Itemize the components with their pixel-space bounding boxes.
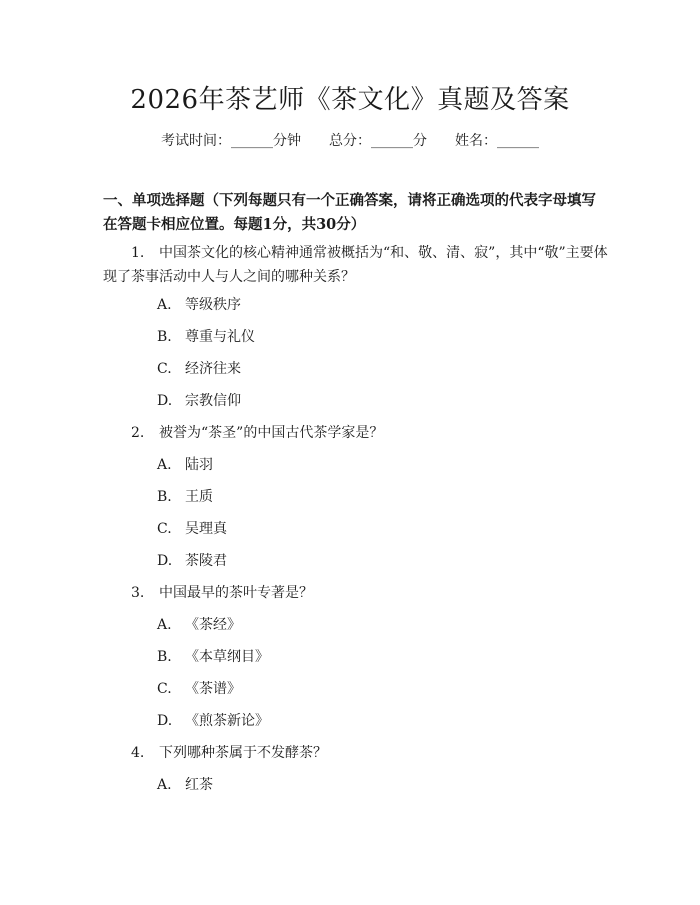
option-1d: D. 宗教信仰 xyxy=(157,393,241,409)
question-text: 中国茶文化的核心精神通常被概括为“和、敬、清、寂”，其中“敬”主要体现了茶事活动中人与人之间的哪种关系？ xyxy=(103,245,608,285)
question-3 xyxy=(103,581,608,605)
name-field: 姓名：______ xyxy=(455,133,539,149)
question-text: 被誉为“茶圣”的中国古代茶学家是？ xyxy=(159,425,384,441)
question-number: 1. xyxy=(131,245,145,261)
question-number: 4. xyxy=(131,745,145,761)
question-1 xyxy=(103,241,608,289)
section-heading: 一、单项选择题（下列每题只有一个正确答案，请将正确选项的代表字母填写在答题卡相应位置。每题1分，共30分） xyxy=(103,192,596,233)
question-4 xyxy=(103,741,608,765)
exam-info-line xyxy=(0,130,700,152)
option-3a: A. 《茶经》 xyxy=(157,617,241,633)
option-2d: D. 茶陵君 xyxy=(157,553,227,569)
option-1a: A. 等级秩序 xyxy=(157,297,241,313)
option-1c: C. 经济往来 xyxy=(157,361,241,377)
option-3b: B. 《本草纲目》 xyxy=(157,649,269,665)
page-title: 2026年茶艺师《茶文化》真题及答案 xyxy=(130,85,570,115)
option-2b: B. 王质 xyxy=(157,489,213,505)
option-3d: D. 《煎茶新论》 xyxy=(157,713,269,729)
question-text: 下列哪种茶属于不发酵茶？ xyxy=(159,745,327,761)
option-2a: A. 陆羽 xyxy=(157,457,213,473)
total-score-field: 总分：______分 xyxy=(329,133,427,149)
question-2 xyxy=(103,421,608,445)
exam-time-field: 考试时间：______分钟 xyxy=(161,133,301,149)
option-4a: A. 红茶 xyxy=(157,777,213,793)
question-text: 中国最早的茶叶专著是？ xyxy=(159,585,313,601)
option-1b: B. 尊重与礼仪 xyxy=(157,329,255,345)
option-2c: C. 吴理真 xyxy=(157,521,227,537)
question-number: 3. xyxy=(131,585,145,601)
option-3c: C. 《茶谱》 xyxy=(157,681,241,697)
question-number: 2. xyxy=(131,425,145,441)
